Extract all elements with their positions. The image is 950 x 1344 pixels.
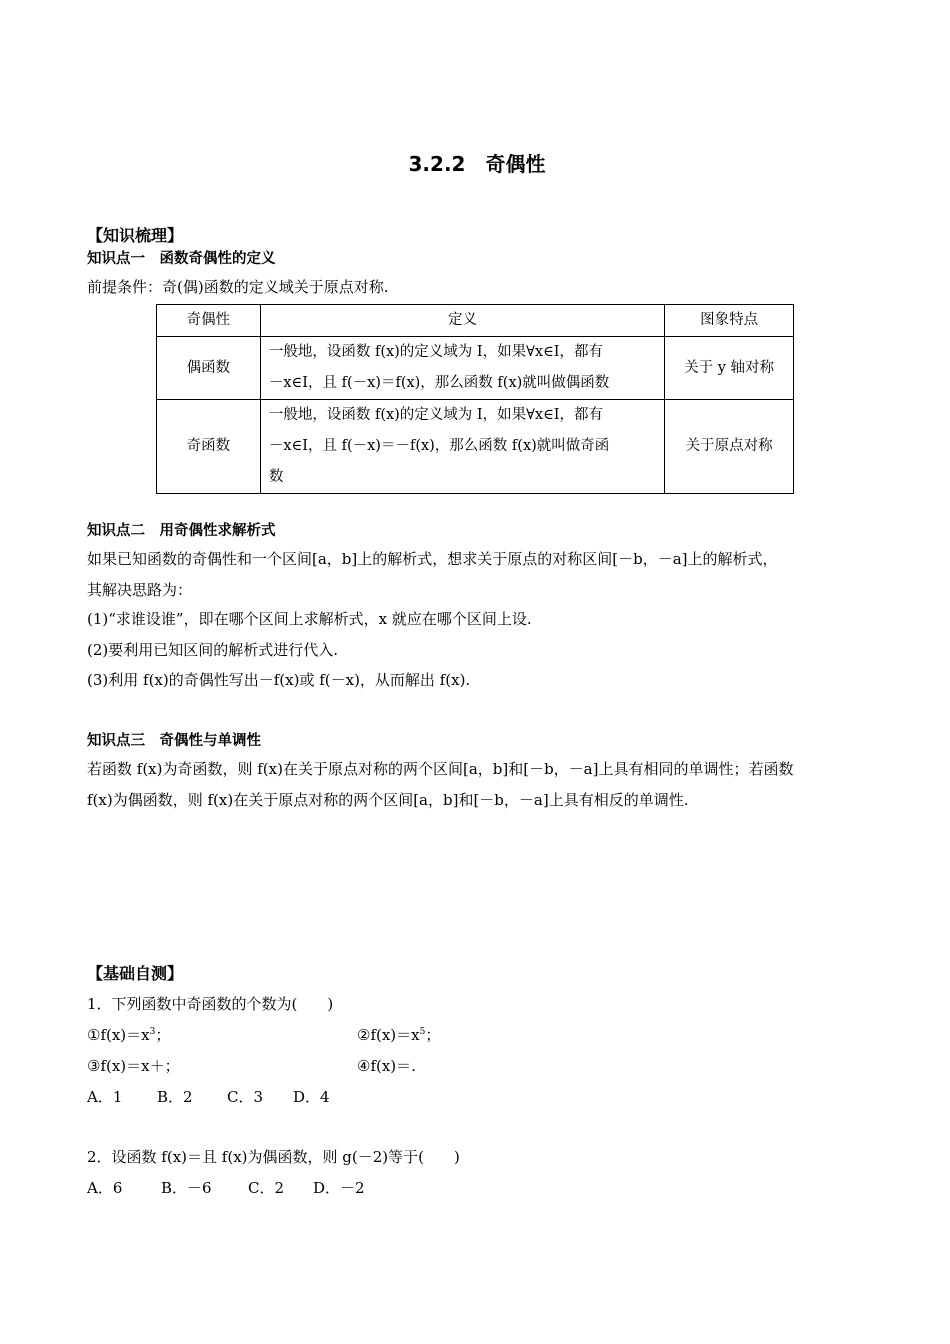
q1-choice-c: C．3 xyxy=(227,1088,264,1106)
even-def-line2: －x∈I，且 f(－x)＝f(x)，那么函数 f(x)就叫做偶函数 xyxy=(268,375,610,391)
odd-function-feature: 关于原点对称 xyxy=(665,400,794,494)
kp3-heading: 知识点三 奇偶性与单调性 xyxy=(87,733,261,749)
kp2-step2: (2)要利用已知区间的解析式进行代入. xyxy=(87,641,339,659)
table-header-row xyxy=(157,305,794,337)
q1-option-1-end: ； xyxy=(155,1026,171,1044)
q1-option-2-text: ②f(x)＝x xyxy=(357,1026,420,1044)
q1-option-1 xyxy=(87,1024,170,1045)
q1-choice-b: B．2 xyxy=(157,1088,193,1106)
odd-function-name: 奇函数 xyxy=(157,400,261,494)
q2-choices xyxy=(87,1177,365,1198)
parity-definition-table xyxy=(156,304,794,494)
q1-choices xyxy=(87,1086,330,1107)
kp2-paragraph-line2: 其解决思路为： xyxy=(87,581,193,599)
q1-stem: 1．下列函数中奇函数的个数为( ) xyxy=(87,995,334,1013)
q2-choice-a: A．6 xyxy=(87,1179,123,1197)
q1-option-2 xyxy=(357,1024,440,1045)
table-header-parity: 奇偶性 xyxy=(157,305,261,337)
q1-option-4: ④f(x)＝. xyxy=(357,1057,416,1075)
q2-choice-b: B．－6 xyxy=(161,1179,212,1197)
table-row-even xyxy=(157,337,794,400)
kp2-step3: (3)利用 f(x)的奇偶性写出－f(x)或 f(－x)，从而解出 f(x). xyxy=(87,671,471,689)
odd-function-definition xyxy=(260,400,664,494)
q2-stem: 2．设函数 f(x)＝且 f(x)为偶函数，则 g(－2)等于( ) xyxy=(87,1148,460,1166)
kp2-heading: 知识点二 用奇偶性求解析式 xyxy=(87,523,276,539)
q2-choice-c: C．2 xyxy=(248,1179,285,1197)
q1-option-2-end: ； xyxy=(425,1026,441,1044)
q2-choice-d: D．－2 xyxy=(313,1179,365,1197)
even-function-name: 偶函数 xyxy=(157,337,261,400)
table-row-odd xyxy=(157,400,794,494)
odd-def-line2: －x∈I，且 f(－x)＝－f(x)，那么函数 f(x)就叫做奇函 xyxy=(268,438,610,454)
table-header-graph-feature: 图象特点 xyxy=(665,305,794,337)
page-title: 3.2.2 奇偶性 xyxy=(408,152,546,176)
q1-option-3: ③f(x)＝x＋； xyxy=(87,1057,180,1075)
kp2-step1: (1)“求谁设谁”，即在哪个区间上求解析式，x 就应在哪个区间上设. xyxy=(87,610,532,628)
table-header-definition: 定义 xyxy=(260,305,664,337)
kp1-heading: 知识点一 函数奇偶性的定义 xyxy=(87,251,276,267)
q1-choice-a: A．1 xyxy=(87,1088,123,1106)
odd-def-line3: 数 xyxy=(268,469,284,485)
odd-def-line1: 一般地，设函数 f(x)的定义域为 I，如果∀x∈I，都有 xyxy=(268,407,604,423)
kp1-premise: 前提条件：奇(偶)函数的定义域关于原点对称. xyxy=(87,278,389,296)
q1-choice-d: D．4 xyxy=(293,1088,330,1106)
even-def-line1: 一般地，设函数 f(x)的定义域为 I，如果∀x∈I，都有 xyxy=(268,344,604,360)
kp3-paragraph-line2: f(x)为偶函数，则 f(x)在关于原点对称的两个区间[a，b]和[－b，－a]上具有相反的单调性. xyxy=(87,791,689,809)
even-function-feature: 关于 y 轴对称 xyxy=(665,337,794,400)
q1-option-2-exponent: 5 xyxy=(419,1027,426,1037)
q1-option-1-text: ①f(x)＝x xyxy=(87,1026,150,1044)
even-function-definition xyxy=(260,337,664,400)
kp2-paragraph-line1: 如果已知函数的奇偶性和一个区间[a，b]上的解析式，想求关于原点的对称区间[－b，－a]上的解析式， xyxy=(87,550,778,568)
q1-option-1-exponent: 3 xyxy=(149,1027,156,1037)
section-heading-knowledge: 【知识梳理】 xyxy=(87,226,184,245)
section-heading-self-test: 【基础自测】 xyxy=(87,964,184,983)
kp3-paragraph-line1: 若函数 f(x)为奇函数，则 f(x)在关于原点对称的两个区间[a，b]和[－b，－a]上具有相同的单调性；若函数 xyxy=(87,760,794,778)
